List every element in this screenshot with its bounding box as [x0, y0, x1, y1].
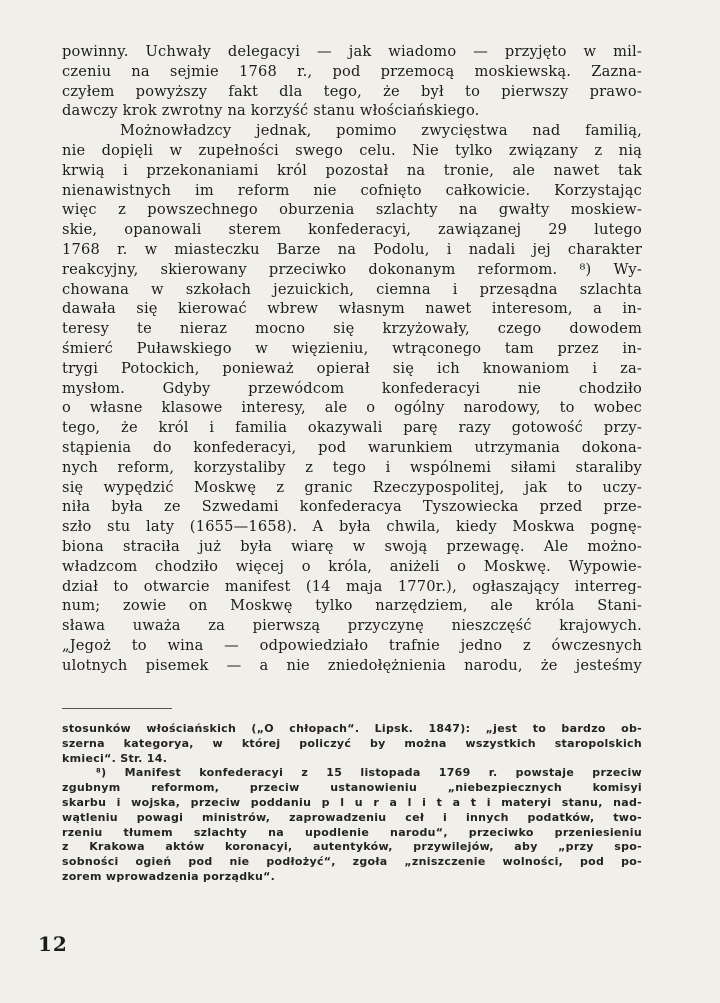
footnote-line: skarbu i wojska, przeciw poddaniu p l u r a l i t a t i materyi stanu, nad-: [62, 795, 642, 809]
text-line: dział to otwarcie manifest (14 maja 1770r.), ogłaszający interreg-: [62, 577, 642, 595]
text-line: mysłom. Gdyby przewódcom konfederacyi nie chodziło: [62, 379, 642, 397]
text-line: czyłem powyższy fakt dla tego, że był to pierwszy prawo-: [62, 82, 642, 100]
text-line: chowana w szkołach jezuickich, ciemna i przesądna szlachta: [62, 280, 642, 298]
footnote-line: sobności ogień pod nie podłożyć“, zgoła „zniszczenie wolności, pod po-: [62, 855, 642, 869]
text-line: ulotnych pisemek — a nie zniedołężnienia narodu, że jesteśmy: [62, 656, 642, 674]
footnote-line: zorem wprowadzenia porządku“.: [62, 869, 276, 883]
text-line: władzcom chodziło więcej o króla, aniżeli o Moskwę. Wypowie-: [62, 557, 642, 575]
text-line: krwią i przekonaniami król pozostał na tronie, ale nawet tak: [62, 161, 642, 179]
text-line: 1768 r. w miasteczku Barze na Podolu, i nadali jej charakter: [62, 240, 642, 258]
footnotes: [62, 722, 642, 885]
footnote-line: wątleniu powagi ministrów, zaprowadzeniu ceł i innych podatków, two-: [62, 810, 642, 824]
main-text: [62, 42, 642, 676]
text-line: sława uważa za pierwszą przyczynę nieszczęść krajowych.: [62, 617, 642, 635]
text-line: „Jegoż to wina — odpowiedziało trafnie jedno z ówczesnych: [62, 636, 642, 654]
text-line: nych reform, korzystaliby z tego i wspólnemi siłami staraliby: [62, 458, 642, 476]
text-line: czeniu na sejmie 1768 r., pod przemocą moskiewską. Zazna-: [62, 62, 642, 80]
text-line: biona straciła już była wiarę w swoją przewagę. Ale możno-: [62, 537, 642, 555]
text-line: niła była ze Szwedami konfederacya Tyszowiecka przed prze-: [62, 498, 642, 516]
footnote-line: ⁸) Manifest konfederacyi z 15 listopada 1769 r. powstaje przeciw: [96, 766, 642, 780]
text-line: nienawistnych im reform nie cofnięto całkowicie. Korzystając: [62, 181, 642, 199]
footnote-divider: [62, 708, 172, 709]
text-line: dawczy krok zwrotny na korzyść stanu włościańskiego.: [62, 102, 480, 120]
text-line: się wypędzić Moskwę z granic Rzeczypospolitej, jak to uczy-: [62, 478, 642, 496]
text-line: szło stu laty (1655—1658). A była chwila, kiedy Moskwa pognę-: [62, 518, 642, 536]
footnote-line: zgubnym reformom, przeciw ustanowieniu „niebezpiecznych komisyi: [62, 781, 642, 795]
text-line: reakcyjny, skierowany przeciwko dokonanym reformom. ⁸) Wy-: [62, 260, 642, 278]
text-line: teresy te nieraz mocno się krzyżowały, czego dowodem: [62, 320, 642, 338]
text-line: dawała się kierować wbrew własnym nawet interesom, a in-: [62, 300, 642, 318]
text-line: o własne klasowe interesy, ale o ogólny narodowy, to wobec: [62, 399, 642, 417]
text-line: powinny. Uchwały delegacyi — jak wiadomo — przyjęto w mil-: [62, 43, 642, 60]
text-line: skie, opanowali sterem konfederacyi, zawiązanej 29 lutego: [62, 221, 642, 239]
text-line: śmierć Puławskiego w więzieniu, wtrąconego tam przez in-: [62, 339, 642, 357]
text-line: więc z powszechnego oburzenia szlachty na gwałty moskiew-: [62, 201, 642, 219]
text-line: num; zowie on Moskwę tylko narzędziem, ale króla Stani-: [62, 597, 642, 615]
footnote-line: rzeniu tłumem szlachty na upodlenie narodu“, przeciwko przeniesieniu: [62, 825, 642, 839]
text-line: Możnowładzcy jednak, pomimo zwycięstwa nad familią,: [120, 122, 642, 140]
text-line: nie dopięli w zupełności swego celu. Nie tylko związany z nią: [62, 141, 642, 159]
text-line: stąpienia do konfederacyi, pod warunkiem utrzymania dokona-: [62, 438, 642, 456]
text-line: tego, że król i familia okazywali parę razy gotowość przy-: [62, 419, 642, 437]
page-number: 12: [38, 932, 68, 956]
footnote-line: kmieci“. Str. 14.: [62, 751, 168, 765]
footnote-line: z Krakowa aktów koronacyi, autentyków, przywilejów, aby „przy spo-: [62, 840, 642, 854]
footnote-line: stosunków włościańskich („O chłopach“. Lipsk. 1847): „jest to bardzo ob-: [62, 722, 642, 735]
footnote-line: szerna kategorya, w której policzyć by można wszystkich staropolskich: [62, 736, 642, 750]
text-line: trygi Potockich, ponieważ opierał się ich knowaniom i za-: [62, 359, 642, 377]
